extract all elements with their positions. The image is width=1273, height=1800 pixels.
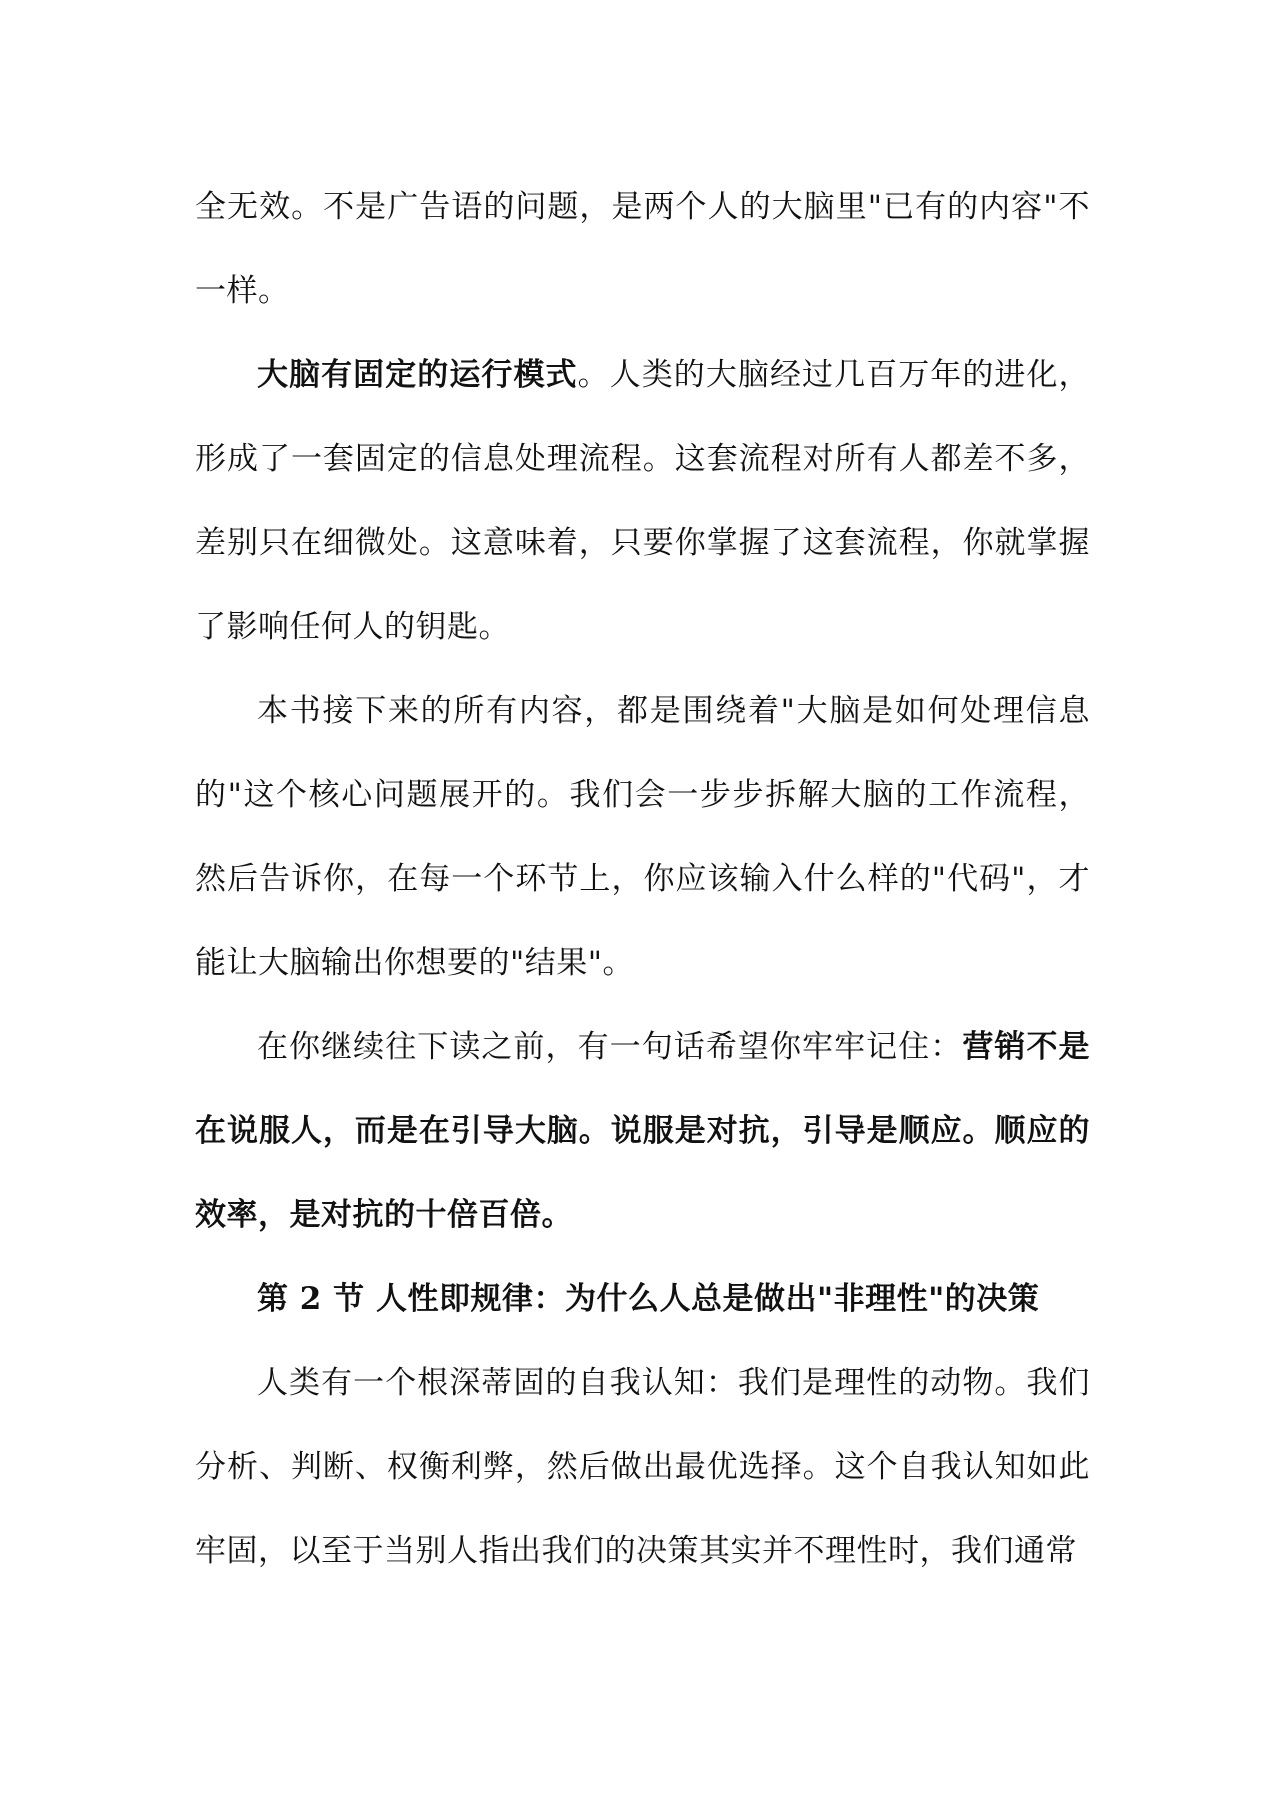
paragraph-text: 。人类的大脑经过几百万年的进化，形成了一套固定的信息处理流程。这套流程对所有人都差不多，差别只在细微处。这意味着，只要你掌握了这套流程，你就掌握了影响任何人的钥匙。	[195, 357, 1091, 645]
paragraph-text: 人类有一个根深蒂固的自我认知：我们是理性的动物。我们分析、判断、权衡利弊，然后做出最优选择。这个自我认知如此牢固，以至于当别人指出我们的决策其实并不理性时，我们通常	[195, 1365, 1090, 1569]
paragraph-bold-emphasis: 营销不是在说服人，而是在引导大脑。说服是对抗，引导是顺应。顺应的效率，是对抗的十倍百倍。	[195, 1029, 1091, 1233]
section-heading	[195, 1257, 1090, 1341]
paragraph-text: 全无效。不是广告语的问题，是两个人的大脑里"已有的内容"不一样。	[195, 189, 1090, 309]
paragraph-brain-fixed-mode	[195, 333, 1090, 669]
paragraph-key-message	[195, 1005, 1090, 1257]
page-content	[195, 165, 1090, 1593]
section-heading-text: 第 2 节 人性即规律：为什么人总是做出"非理性"的决策	[257, 1281, 1040, 1317]
paragraph-book-overview	[195, 669, 1090, 1005]
paragraph-text: 在你继续往下读之前，有一句话希望你牢牢记住：	[257, 1029, 963, 1065]
paragraph-rational-self-image	[195, 1341, 1090, 1593]
paragraph-bold-lead: 大脑有固定的运行模式	[257, 357, 578, 393]
paragraph-text: 本书接下来的所有内容，都是围绕着"大脑是如何处理信息的"这个核心问题展开的。我们会一步步拆解大脑的工作流程，然后告诉你，在每一个环节上，你应该输入什么样的"代码"，才能让大脑输出你想要的"结果"。	[195, 693, 1090, 981]
paragraph-continuation	[195, 165, 1090, 333]
